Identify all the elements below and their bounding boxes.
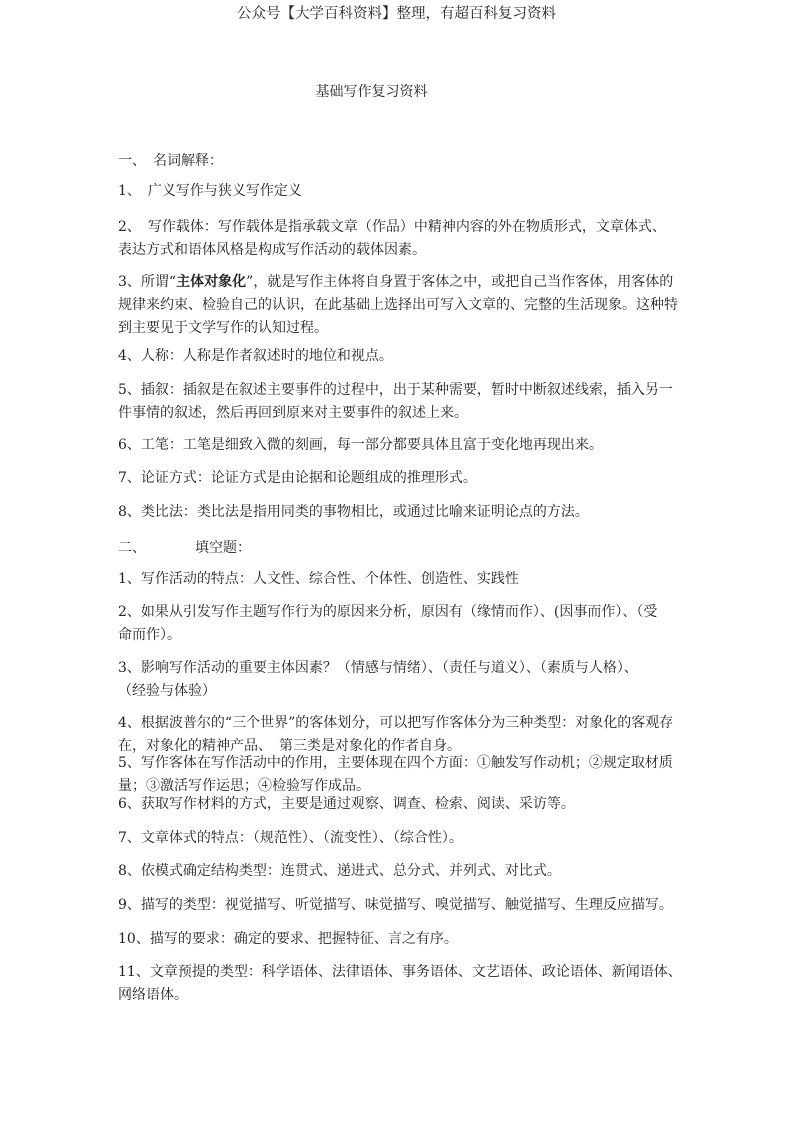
section2-item-10: [118, 928, 698, 951]
text-line: 件事情的叙述，然后再回到原来对主要事件的叙述上来。: [118, 405, 468, 421]
section1-item-2: [118, 216, 698, 262]
section2-item-1: [118, 568, 698, 591]
text-line: 网络语体。: [118, 987, 188, 1003]
text-line: 6、工笔：工笔是细致入微的刻画，每一部分都要具体且富于变化地再现出来。: [118, 437, 603, 453]
section1-item-4: [118, 345, 698, 368]
text-line: 7、文章体式的特点：（规范性）、（流变性）、（综合性）。: [118, 830, 463, 846]
section2-item-6: [118, 793, 698, 816]
section1-item-8: [118, 501, 698, 524]
text-line: 6、获取写作材料的方式，主要是通过观察、调查、检索、阅读、采访等。: [118, 796, 575, 812]
text-line: 3、影响写作活动的重要主体因素？（情感与情绪）、（责任与道义）、（素质与人格）、: [118, 660, 638, 676]
text-line: [118, 271, 698, 294]
text-line: 1、写作活动的特点：人文性、综合性、个体性、创造性、实践性: [118, 571, 519, 587]
text-line: 4、根据波普尔的“三个世界”的客体划分，可以把写作客体分为三种类型：对象化的客观存: [118, 715, 674, 731]
section1-item-1: [118, 180, 698, 203]
text-line: 规律来约束、检验自己的认识，在此基础上选择出可写入文章的、完整的生活现象。这种特: [118, 297, 678, 313]
section2-item-2: [118, 601, 698, 647]
document-title-text: 基础写作复习资料: [315, 84, 428, 100]
text-line: 5、插叙：插叙是在叙述主要事件的过程中，出于某种需要，暂时中断叙述线索，插入另一: [118, 382, 673, 398]
text-line: 在，对象化的精神产品、 第三类是对象化的作者自身。: [118, 738, 461, 754]
text-line: 一、 名词解释：: [118, 153, 223, 169]
text-line: 11、文章预提的类型：科学语体、法律语体、事务语体、文艺语体、政论语体、新闻语体、: [118, 964, 682, 980]
text-suffix: ”，就是写作主体将自身置于客体之中，或把自己当作客体，用客体的: [246, 274, 674, 290]
text-line: （经验与体验）: [118, 683, 216, 699]
section1-item-5: [118, 379, 698, 425]
text-line: 10、描写的要求：确定的要求、把握特征、言之有序。: [118, 931, 458, 947]
text-line: 2、 写作载体：写作载体是指承载文章（作品）中精神内容的外在物质形式，文章体式、: [118, 219, 666, 235]
text-line: 二、 填空题：: [118, 540, 251, 556]
bold-term: 主体对象化: [176, 274, 247, 290]
section2-item-9: [118, 894, 698, 917]
text-line: 5、写作客体在写作活动中的作用，主要体现在四个方面：①触发写作动机；②规定取材质: [118, 755, 673, 771]
document-title: [0, 81, 793, 103]
text-line: 4、人称：人称是作者叙述时的地位和视点。: [118, 348, 393, 364]
section1-heading: [118, 150, 698, 173]
text-line: 命而作）。: [118, 627, 181, 643]
text-line: 8、依模式确定结构类型：连贯式、递进式、总分式、并列式、对比式。: [118, 863, 561, 879]
text-line: 表达方式和语体风格是构成写作活动的载体因素。: [118, 242, 426, 258]
text-line: 7、论证方式：论证方式是由论据和论题组成的推理形式。: [118, 470, 477, 486]
text-line: 到主要见于文学写作的认知过程。: [118, 320, 328, 336]
text-line: 1、 广义写作与狭义写作定义: [118, 183, 302, 199]
page-header: 公众号【大学百科资料】整理，有超百科复习资料: [237, 6, 556, 22]
text-line: 2、如果从引发写作主题写作行为的原因来分析，原因有（缘情而作）、(因事而作）、（受: [118, 604, 658, 620]
text-prefix: 3、所谓“: [118, 274, 177, 290]
section2-item-5: [118, 752, 698, 798]
text-line: 量；③激活写作运思；④检验写作成品。: [118, 778, 370, 794]
section2-item-3: [118, 657, 698, 703]
text-line: 8、类比法：类比法是指用同类的事物相比，或通过比喻来证明论点的方法。: [118, 504, 589, 520]
section1-item-7: [118, 467, 698, 490]
section2-item-7: [118, 827, 698, 850]
text-line: 9、描写的类型：视觉描写、听觉描写、味觉描写、嗅觉描写、触觉描写、生理反应描写。: [118, 897, 673, 913]
section2-heading: [118, 537, 698, 560]
section2-item-8: [118, 860, 698, 883]
section1-item-3: [118, 271, 698, 340]
section1-item-6: [118, 434, 698, 457]
section2-item-11: [118, 961, 698, 1007]
